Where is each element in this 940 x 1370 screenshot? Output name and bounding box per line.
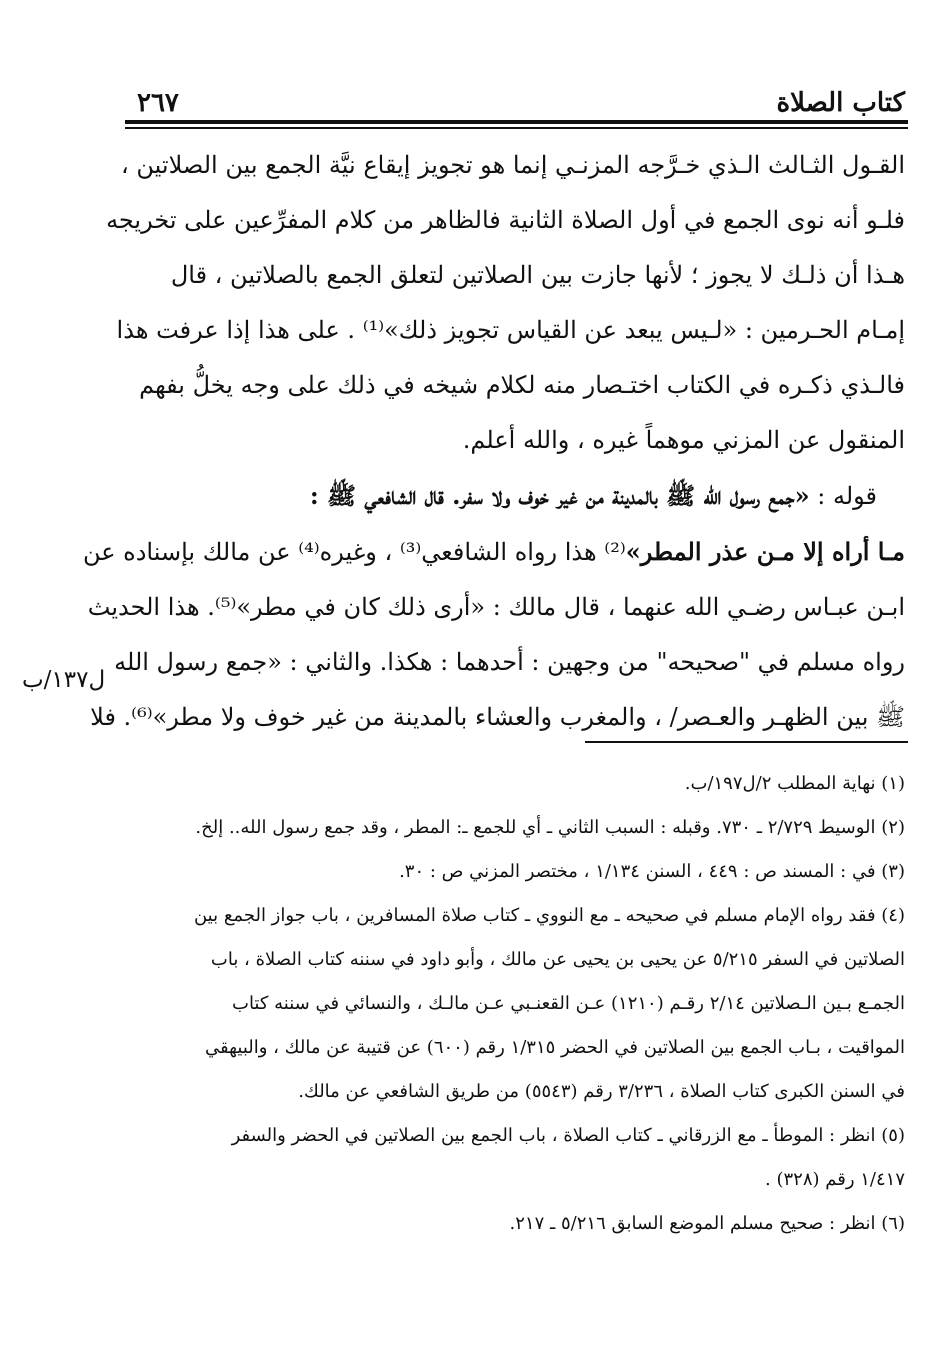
page-number: ٢٦٧	[137, 88, 179, 118]
footnote-line: (٤) فقد رواه الإمام مسلم في صحيحه ـ مع النووي ـ كتاب صلاة المسافرين ، باب جواز الجمع بين	[193, 905, 905, 926]
footnote-4	[140, 894, 905, 1114]
body-line: ﷺ بين الظهـر والعـصر/ ، والمغرب والعشاء بالمدينة من غير خوف ولا مطر»⁽⁶⁾. فلا	[90, 703, 905, 731]
quote-line-2-rest: ⁽²⁾ هذا رواه الشافعي⁽³⁾ ، وغيره⁽⁴⁾ عن مالك بإسناده عن	[82, 538, 626, 566]
footnote-line: (٦) انظر : صحيح مسلم الموضع السابق ٥/٢١٦ ـ ٢١٧.	[509, 1213, 905, 1234]
running-header	[125, 88, 905, 118]
manuscript-folio-note: ل١٣٧/ب	[22, 667, 106, 693]
body-line: إمـام الحـرمين : «لـيس يبعد عن القياس تجويز ذلك»⁽¹⁾ . على هذا إذا عرفت هذا	[116, 316, 905, 344]
footnote-line: الجمـع بـين الـصلاتين ٢/١٤ رقـم (١٢١٠) عـن القعنـبي عـن مالـك ، والنسائي في سننه كتاب	[232, 993, 905, 1014]
body-line: المنقول عن المزني موهماً غيره ، والله أعلم.	[462, 426, 905, 454]
footnote-6	[140, 1202, 905, 1246]
footnote-line: (٣) في : المسند ص : ٤٤٩ ، السنن ١/١٣٤ ، مختصر المزني ص : ٣٠.	[399, 861, 905, 882]
quote-line-1	[120, 468, 905, 524]
body-line: القـول الثـالث الـذي خـرَّجه المزنـي إنما هو تجويز إيقاع نيَّة الجمع بين الصلاتين ،	[121, 151, 905, 179]
footnote-line: الصلاتين في السفر ٥/٢١٥ عن يحيى بن يحيى عن مالك ، وأبو داود في سننه كتاب الصلاة ، باب	[210, 949, 905, 970]
quote-line-2	[82, 524, 905, 580]
footnote-5	[140, 1114, 905, 1202]
footnote-1	[140, 762, 905, 806]
chapter-title: كتاب الصلاة	[776, 88, 905, 118]
header-rule-thick	[125, 120, 908, 124]
quoted-hadith: «جمع رسول الله ﷺ بالمدينة من غير خوف ولا سفر. قال الشافعي ﷺ :	[309, 481, 810, 510]
footnote-line: المواقيت ، بـاب الجمع بين الصلاتين في الحضر ١/٣١٥ رقم (٦٠٠) عن قتيبة عن مالك ، والبيهقي	[204, 1037, 905, 1058]
footnote-line: في السنن الكبرى كتاب الصلاة ، ٣/٢٣٦ رقم (٥٥٤٣) من طريق الشافعي عن مالك.	[298, 1081, 905, 1102]
footnote-line: (٢) الوسيط ٢/٧٢٩ ـ ٧٣٠. وقبله : السبب الثاني ـ أي للجمع ـ: المطر ، وقد جمع رسول الله.. إلخ.	[195, 817, 905, 838]
quote-lead: قوله :	[817, 482, 877, 510]
main-text	[82, 138, 905, 745]
footnote-3	[140, 850, 905, 894]
footnote-line: ١/٤١٧ رقم (٣٢٨) .	[765, 1169, 905, 1190]
body-line: فلـو أنه نوى الجمع في أول الصلاة الثانية فالظاهر من كلام المفرِّعين على تخريجه	[106, 206, 905, 234]
body-line: ابـن عبـاس رضـي الله عنهما ، قال مالك : «أرى ذلك كان في مطر»⁽⁵⁾. هذا الحديث	[87, 593, 905, 621]
quoted-hadith-end: مـا أراه إلا مـن عذر المطر»	[625, 537, 905, 566]
footnote-line: (٥) انظر : الموطأ ـ مع الزرقاني ـ كتاب الصلاة ، باب الجمع بين الصلاتين في الحضر والسفر	[231, 1125, 905, 1146]
footnote-2	[140, 806, 905, 850]
footnotes	[140, 762, 905, 1246]
footnote-separator	[585, 741, 908, 743]
footnote-line: (١) نهاية المطلب ٢/ل١٩٧/ب.	[684, 773, 905, 794]
body-line: هـذا أن ذلـك لا يجوز ؛ لأنها جازت بين الصلاتين لتعلق الجمع بالصلاتين ، قال	[170, 261, 905, 289]
body-line: فالـذي ذكـره في الكتاب اختـصار منه لكلام شيخه في ذلك على وجه يخلُّ بفهم	[139, 371, 905, 399]
header-rule-thin	[125, 127, 908, 129]
body-line: رواه مسلم في "صحيحه" من وجهين : أحدهما : هكذا. والثاني : «جمع رسول الله	[114, 648, 905, 676]
